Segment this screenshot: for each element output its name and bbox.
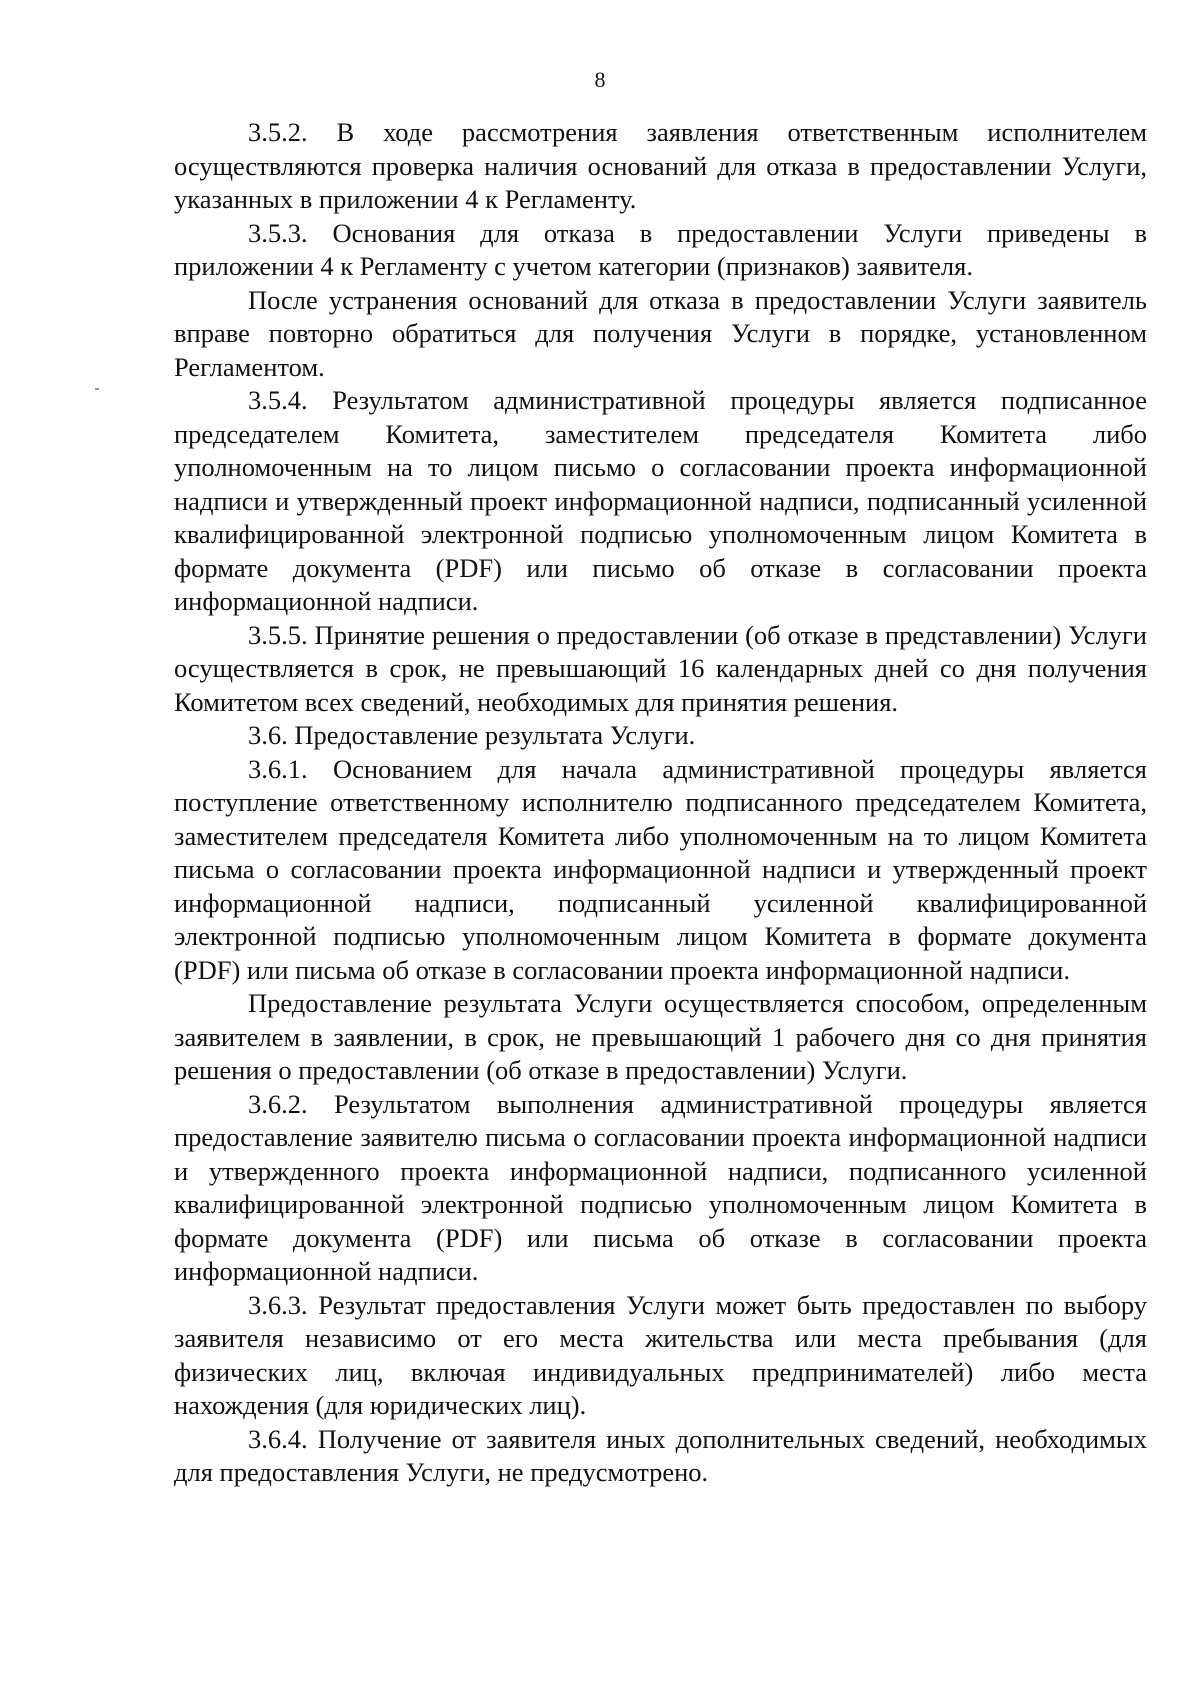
paragraph-result-delivery: Предоставление результата Услуги осуществляется способом, определенным заявителем в заявлении, в срок, не превышающий 1 рабочего дня со дня принятия решения о предоставлении (об отказе в предоставлении) Услуги. [174,988,1147,1085]
page-number: 8 [594,67,606,92]
paragraph-after-elimination: После устранения оснований для отказа в предоставлении Услуги заявитель вправе повторно обратиться для получения Услуги в порядке, установленном Регламентом. [174,284,1147,382]
paragraph-3-5-3: 3.5.3. Основания для отказа в предоставлении Услуги приведены в приложении 4 к Регламенту с учетом категории (признаков) заявителя. [174,217,1147,281]
paragraph-3-5-4: 3.5.4. Результатом административной процедуры является подписанное председателем Комитета, заместителем председателя Комитета либо уполномоченным на то лицом письмо о согласовании проекта информационной надписи и утвержденный проект информационной надписи, подписанный усиленной квалифицированной электронной подписью уполномоченным лицом Комитета в формате документа (PDF) или письмо об отказе в согласовании проекта информационной надписи. [174,385,1147,616]
scan-speck [95,388,99,390]
paragraph-3-5-5: 3.5.5. Принятие решения о предоставлении (об отказе в представлении) Услуги осуществляется в срок, не превышающий 16 календарных дней со дня получения Комитетом всех сведений, необходимых для принятия решения. [174,619,1147,717]
paragraph-3-6-1: 3.6.1. Основанием для начала административной процедуры является поступление ответственному исполнителю подписанного председателем Комитета, заместителем председателя Комитета либо уполномоченным на то лицом Комитета письма о согласовании проекта информационной надписи и утвержденный проект информационной надписи, подписанный усиленной квалифицированной электронной подписью уполномоченным лицом Комитета в формате документа (PDF) или письма об отказе в согласовании проекта информационной надписи. [174,753,1147,985]
paragraph-3-6-2: 3.6.2. Результатом выполнения административной процедуры является предоставление заявителю письма о согласовании проекта информационной надписи и утвержденного проекта информационной надписи, подписанного усиленной квалифицированной электронной подписью уполномоченным лицом Комитета в формате документа (PDF) или письма об отказе в согласовании проекта информационной надписи. [174,1088,1147,1286]
paragraph-3-5-2: 3.5.2. В ходе рассмотрения заявления ответственным исполнителем осуществляются проверка наличия оснований для отказа в предоставлении Услуги, указанных в приложении 4 к Регламенту. [174,117,1147,214]
paragraph-3-6-3: 3.6.3. Результат предоставления Услуги может быть предоставлен по выбору заявителя независимо от его места жительства или места пребывания (для физических лиц, включая индивидуальных предпринимателей) либо места нахождения (для юридических лиц). [174,1289,1147,1420]
paragraph-3-6: 3.6. Предоставление результата Услуги. [248,720,696,750]
paragraph-3-6-4: 3.6.4. Получение от заявителя иных дополнительных сведений, необходимых для предоставления Услуги, не предусмотрено. [174,1423,1147,1487]
document-body [174,116,1147,1490]
